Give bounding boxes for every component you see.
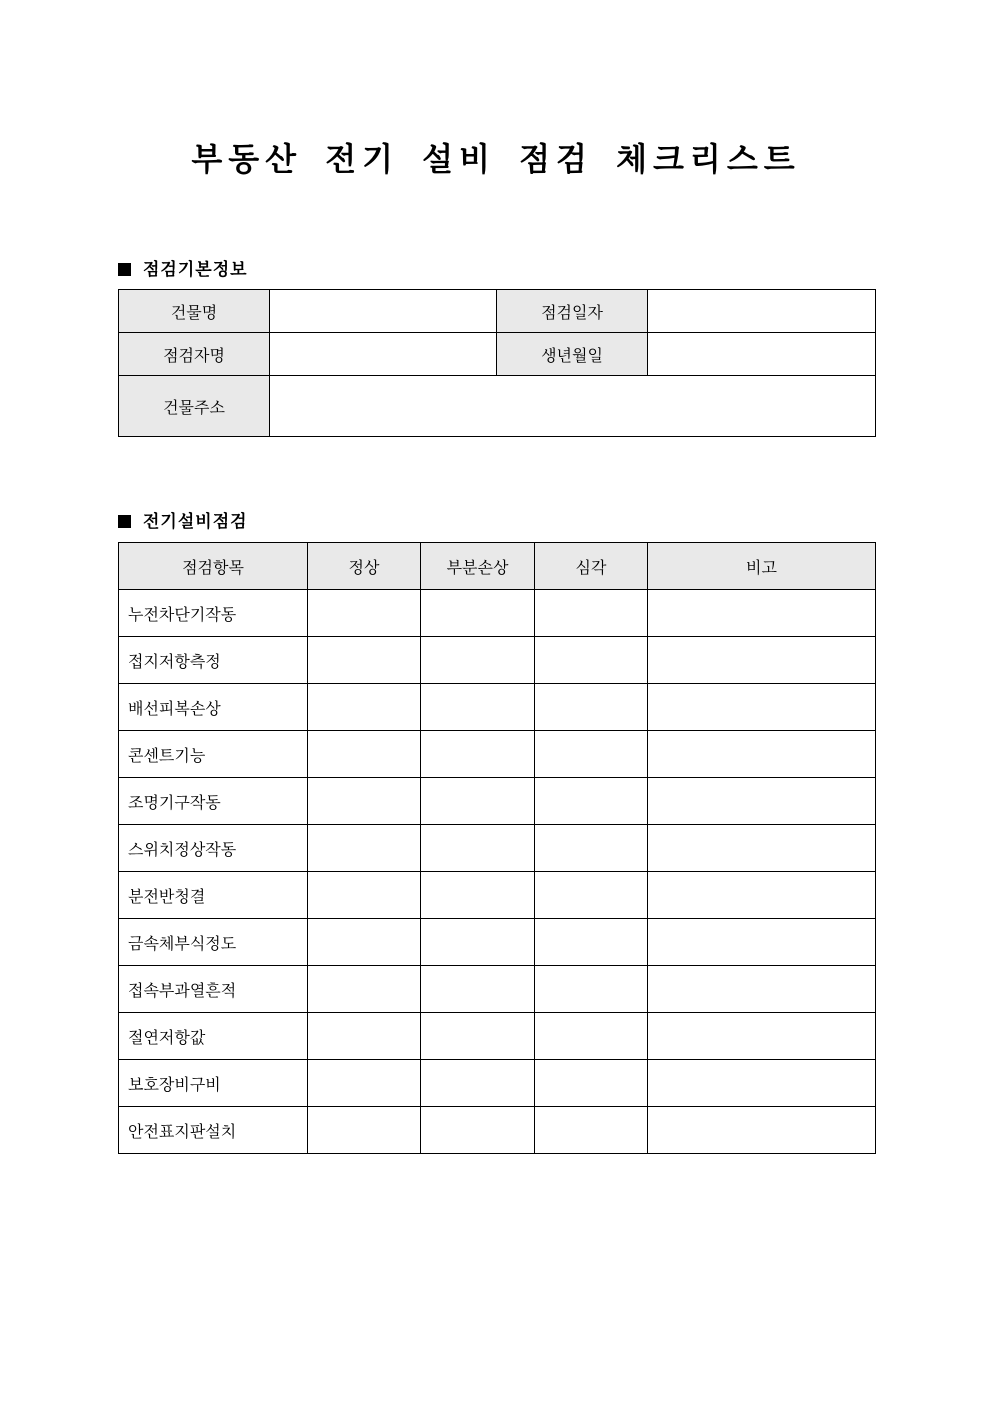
check-item-label: 분전반청결: [119, 872, 308, 919]
table-row: [119, 1107, 876, 1154]
basic-info-heading-text: 점검기본정보: [143, 260, 248, 280]
normal-cell[interactable]: [308, 1107, 421, 1154]
building-address-field[interactable]: [270, 376, 876, 437]
normal-cell[interactable]: [308, 966, 421, 1013]
remarks-cell[interactable]: [648, 825, 876, 872]
normal-cell[interactable]: [308, 1013, 421, 1060]
severe-cell[interactable]: [535, 1060, 648, 1107]
remarks-cell[interactable]: [648, 731, 876, 778]
table-row: [119, 1013, 876, 1060]
inspection-date-field[interactable]: [648, 290, 876, 333]
normal-cell[interactable]: [308, 684, 421, 731]
severe-cell[interactable]: [535, 731, 648, 778]
inspector-name-field[interactable]: [270, 333, 497, 376]
table-row: [119, 825, 876, 872]
remarks-cell[interactable]: [648, 1107, 876, 1154]
check-item-label: 배선피복손상: [119, 684, 308, 731]
partial-damage-cell[interactable]: [421, 731, 535, 778]
severe-cell[interactable]: [535, 872, 648, 919]
severe-cell[interactable]: [535, 778, 648, 825]
partial-damage-cell[interactable]: [421, 1107, 535, 1154]
check-item-label: 스위치정상작동: [119, 825, 308, 872]
square-bullet-icon: [118, 515, 131, 528]
partial-damage-cell[interactable]: [421, 872, 535, 919]
check-item-label: 콘센트기능: [119, 731, 308, 778]
check-item-label: 금속체부식정도: [119, 919, 308, 966]
table-row: [119, 684, 876, 731]
column-header-partial-damage: 부분손상: [421, 543, 535, 590]
remarks-cell[interactable]: [648, 778, 876, 825]
partial-damage-cell[interactable]: [421, 825, 535, 872]
severe-cell[interactable]: [535, 1013, 648, 1060]
table-row: [119, 919, 876, 966]
building-address-label: 건물주소: [119, 376, 270, 437]
square-bullet-icon: [118, 263, 131, 276]
partial-damage-cell[interactable]: [421, 966, 535, 1013]
partial-damage-cell[interactable]: [421, 778, 535, 825]
column-header-remarks: 비고: [648, 543, 876, 590]
normal-cell[interactable]: [308, 590, 421, 637]
partial-damage-cell[interactable]: [421, 637, 535, 684]
remarks-cell[interactable]: [648, 590, 876, 637]
normal-cell[interactable]: [308, 1060, 421, 1107]
remarks-cell[interactable]: [648, 1060, 876, 1107]
severe-cell[interactable]: [535, 1107, 648, 1154]
electrical-heading-text: 전기설비점검: [143, 512, 248, 532]
partial-damage-cell[interactable]: [421, 1060, 535, 1107]
severe-cell[interactable]: [535, 966, 648, 1013]
check-item-label: 누전차단기작동: [119, 590, 308, 637]
severe-cell[interactable]: [535, 919, 648, 966]
check-item-label: 접속부과열흔적: [119, 966, 308, 1013]
normal-cell[interactable]: [308, 778, 421, 825]
table-row: [119, 637, 876, 684]
basic-info-heading: [118, 255, 248, 280]
birth-date-field[interactable]: [648, 333, 876, 376]
severe-cell[interactable]: [535, 590, 648, 637]
column-header-severe: 심각: [535, 543, 648, 590]
check-item-label: 절연저항값: [119, 1013, 308, 1060]
table-row: [119, 778, 876, 825]
column-header-normal: 정상: [308, 543, 421, 590]
partial-damage-cell[interactable]: [421, 590, 535, 637]
partial-damage-cell[interactable]: [421, 919, 535, 966]
page-title: 부동산 전기 설비 점검 체크리스트: [191, 140, 801, 178]
basic-info-table: [118, 289, 876, 437]
normal-cell[interactable]: [308, 825, 421, 872]
remarks-cell[interactable]: [648, 919, 876, 966]
building-name-label: 건물명: [119, 290, 270, 333]
table-row: [119, 731, 876, 778]
column-header-item: 점검항목: [119, 543, 308, 590]
inspection-date-label: 점검일자: [497, 290, 648, 333]
severe-cell[interactable]: [535, 637, 648, 684]
table-row: [119, 590, 876, 637]
normal-cell[interactable]: [308, 637, 421, 684]
partial-damage-cell[interactable]: [421, 684, 535, 731]
electrical-checklist-table: [118, 542, 876, 1154]
remarks-cell[interactable]: [648, 1013, 876, 1060]
severe-cell[interactable]: [535, 825, 648, 872]
check-item-label: 조명기구작동: [119, 778, 308, 825]
check-item-label: 안전표지판설치: [119, 1107, 308, 1154]
table-row: [119, 966, 876, 1013]
normal-cell[interactable]: [308, 919, 421, 966]
inspector-name-label: 점검자명: [119, 333, 270, 376]
building-name-field[interactable]: [270, 290, 497, 333]
severe-cell[interactable]: [535, 684, 648, 731]
electrical-heading: [118, 507, 248, 532]
normal-cell[interactable]: [308, 872, 421, 919]
table-row: [119, 1060, 876, 1107]
remarks-cell[interactable]: [648, 966, 876, 1013]
remarks-cell[interactable]: [648, 872, 876, 919]
check-item-label: 접지저항측정: [119, 637, 308, 684]
remarks-cell[interactable]: [648, 684, 876, 731]
check-item-label: 보호장비구비: [119, 1060, 308, 1107]
table-row: [119, 872, 876, 919]
birth-date-label: 생년월일: [497, 333, 648, 376]
partial-damage-cell[interactable]: [421, 1013, 535, 1060]
normal-cell[interactable]: [308, 731, 421, 778]
remarks-cell[interactable]: [648, 637, 876, 684]
